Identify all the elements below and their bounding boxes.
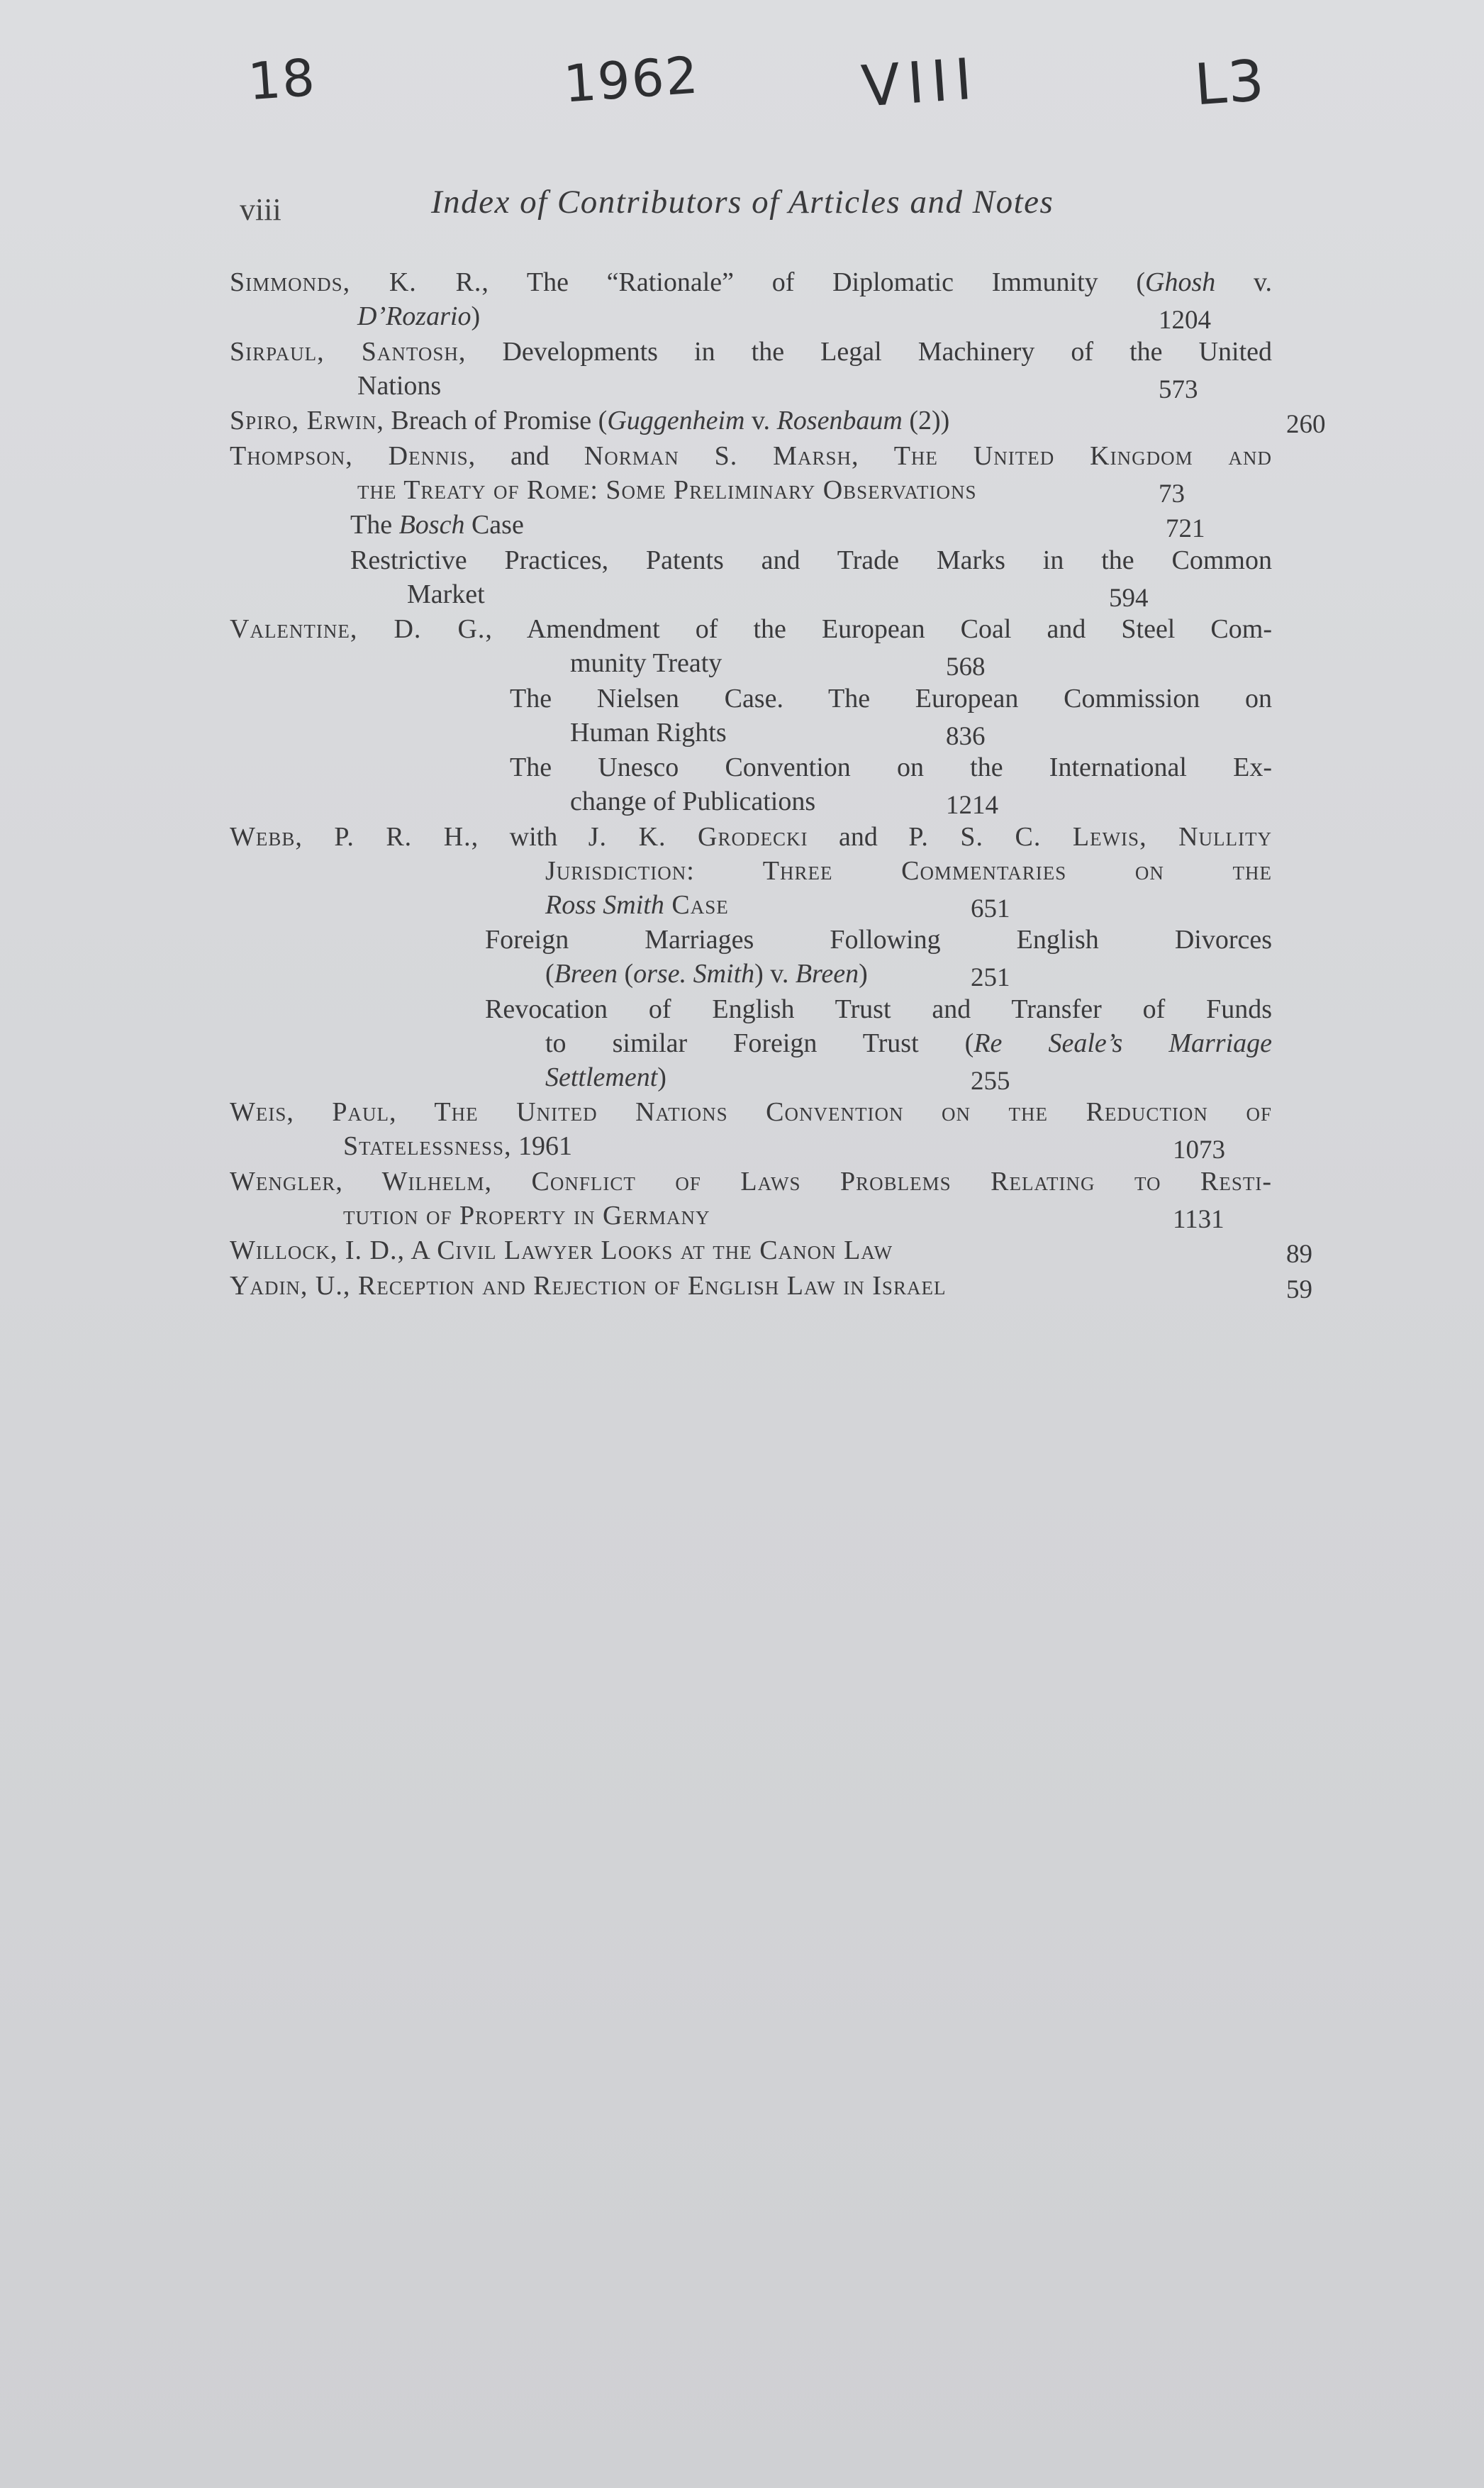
entry-line: [230, 1026, 1272, 1060]
entry-line: [230, 750, 1272, 784]
entry-text: Breen: [554, 959, 618, 989]
index-entry: [230, 612, 1364, 680]
index-entry: [230, 1269, 1364, 1303]
entry-line: [230, 1233, 1312, 1269]
entry-line: [230, 577, 1272, 611]
entry-text: The Nielsen Case. The European Commission on: [510, 683, 1272, 713]
entry-text: Sirpaul, Santosh,: [230, 336, 467, 367]
entry-text: Developments in the Legal Machinery of the United: [466, 336, 1273, 367]
entry-text: Bosch: [398, 510, 465, 540]
entry-line: [230, 299, 1272, 333]
entry-text: Spiro, Erwin,: [230, 406, 384, 435]
entry-text: Simmonds, K. R.,: [230, 267, 489, 297]
entry-text: Case: [464, 510, 524, 540]
index-entry: [230, 265, 1364, 333]
entry-line: [230, 854, 1272, 888]
entry-text: Breach of Promise (: [384, 406, 608, 435]
entry-line: [230, 1095, 1272, 1129]
index-entry: [230, 992, 1364, 1094]
entry-text: ) v.: [754, 959, 796, 989]
entry-line: [230, 646, 1272, 680]
index-entry: [230, 1095, 1364, 1163]
index-entry: [230, 335, 1364, 403]
entry-text: Thompson, Dennis,: [230, 440, 476, 471]
index-entry: [230, 820, 1364, 922]
running-title: Index of Contributors of Articles and Notes: [431, 184, 1054, 221]
entry-line: [230, 335, 1272, 369]
entry-line: [230, 369, 1272, 403]
entry-text: (2)): [902, 406, 950, 435]
entry-text: The Unesco Convention on the International Ex-: [510, 752, 1272, 782]
entry-text: Foreign Marriages Following English Divorces: [485, 925, 1272, 955]
entry-line: [230, 404, 1326, 439]
entry-page-number: 721: [1166, 514, 1205, 543]
entry-text: Case: [664, 889, 729, 920]
index-entry: [230, 404, 1364, 438]
entry-page-number: 89: [1286, 1240, 1312, 1269]
entry-text: (: [617, 959, 634, 989]
entry-page-number: 260: [1286, 410, 1326, 439]
entry-page-number: 255: [971, 1066, 1010, 1096]
index-entry: [230, 750, 1364, 818]
entry-line: [230, 1199, 1272, 1233]
entry-text: with: [479, 821, 588, 852]
entry-page-number: 836: [946, 721, 986, 751]
entry-text: Revocation of English Trust and Transfer of Funds: [485, 994, 1272, 1024]
index-entry: [230, 1165, 1364, 1233]
handwritten-volume: VIII: [859, 45, 981, 120]
entry-text: Yadin, U., Reception and Rejection of English Law in Israel: [230, 1270, 947, 1301]
entry-text: change of Publications: [570, 787, 816, 816]
entry-line: [230, 473, 1272, 507]
entry-text: v.: [1215, 267, 1272, 297]
page-header: [240, 183, 1346, 240]
entry-text: D’Rozario: [357, 301, 472, 331]
entry-text: v.: [744, 406, 777, 435]
entry-line: [230, 543, 1272, 577]
index-entry: [230, 923, 1364, 991]
entry-text: Ghosh: [1145, 267, 1216, 297]
entry-text: Human Rights: [570, 717, 727, 748]
entry-text: ): [657, 1062, 666, 1092]
entry-text: Re Seale’s Marriage: [973, 1028, 1272, 1058]
entry-text: (: [545, 959, 554, 989]
handwritten-number: 18: [246, 47, 318, 112]
index-entry: [230, 508, 1364, 542]
entry-line: [230, 612, 1272, 646]
entry-text: Norman S. Marsh, The United Kingdom and: [584, 440, 1272, 471]
entry-text: P. S. C. Lewis, Nullity: [908, 821, 1272, 852]
entry-line: [230, 923, 1272, 957]
entry-line: [230, 508, 1272, 542]
entry-text: the Treaty of Rome: Some Preliminary Observations: [357, 474, 977, 505]
entry-line: [230, 1165, 1272, 1199]
page-number: viii: [240, 192, 281, 227]
entry-text: tution of Property in Germany: [343, 1200, 710, 1231]
index-entry: [230, 543, 1364, 611]
entry-line: [230, 265, 1272, 299]
entry-text: to similar Foreign Trust (: [545, 1028, 974, 1058]
index-entry: [230, 439, 1364, 507]
entry-text: munity Treaty: [570, 648, 723, 678]
entry-text: Ross Smith: [545, 889, 664, 920]
entry-text: The “Rationale” of Diplomatic Immunity (: [489, 267, 1145, 297]
entry-text: and: [476, 440, 584, 471]
entry-text: ): [471, 301, 481, 331]
entry-text: Statelessness,: [343, 1131, 512, 1161]
entry-line: [230, 888, 1272, 922]
entry-text: ): [859, 959, 868, 989]
entry-text: Wengler, Wilhelm, Conflict of Laws Problems Relating to Resti-: [230, 1166, 1272, 1196]
entry-page-number: 59: [1286, 1274, 1312, 1304]
entry-page-number: 1131: [1173, 1204, 1224, 1234]
index-entries: [230, 265, 1364, 1304]
entry-line: [230, 992, 1272, 1026]
entry-line: [230, 784, 1272, 818]
entry-page-number: 73: [1159, 479, 1185, 509]
entry-text: The: [350, 510, 399, 540]
entry-text: Settlement: [545, 1062, 658, 1092]
entry-page-number: 1204: [1159, 306, 1211, 335]
entry-line: [230, 1060, 1272, 1094]
index-entry: [230, 1233, 1364, 1267]
entry-line: [230, 1269, 1312, 1304]
entry-text: Amendment of the European Coal and Steel Com-: [492, 614, 1272, 644]
entry-text: 1961: [511, 1131, 572, 1161]
entry-text: J. K. Grodecki: [588, 821, 808, 852]
entry-text: Jurisdiction: Three Commentaries on the: [545, 855, 1272, 886]
entry-line: [230, 1129, 1272, 1163]
entry-line: [230, 439, 1272, 473]
entry-text: Guggenheim: [607, 406, 745, 435]
entry-text: Valentine, D. G.,: [230, 614, 493, 644]
index-entry: [230, 682, 1364, 750]
entry-page-number: 251: [971, 963, 1010, 992]
entry-text: Weis, Paul, The United Nations Convention on the Reduction of: [230, 1097, 1272, 1127]
entry-page-number: 1073: [1173, 1135, 1225, 1165]
entry-page-number: 568: [946, 652, 986, 682]
entry-line: [230, 716, 1272, 750]
entry-line: [230, 682, 1272, 716]
entry-page-number: 651: [971, 894, 1010, 923]
entry-text: Webb, P. R. H.,: [230, 821, 479, 852]
entry-text: and: [808, 821, 909, 852]
entry-page-number: 573: [1159, 374, 1198, 404]
handwritten-year: 1962: [562, 45, 701, 114]
entry-text: Willock, I. D., A Civil Lawyer Looks at the Canon Law: [230, 1235, 893, 1265]
entry-line: [230, 820, 1272, 854]
handwritten-code: L3: [1192, 47, 1268, 118]
entry-line: [230, 957, 1272, 991]
entry-text: Breen: [795, 959, 859, 989]
entry-text: Nations: [357, 370, 442, 401]
entry-text: Rosenbaum: [776, 406, 903, 435]
entry-page-number: 1214: [946, 791, 998, 820]
entry-text: Market: [407, 579, 485, 609]
entry-text: Restrictive Practices, Patents and Trade Marks in the Common: [350, 545, 1272, 575]
entry-page-number: 594: [1109, 583, 1149, 613]
entry-text: orse. Smith: [633, 959, 755, 989]
